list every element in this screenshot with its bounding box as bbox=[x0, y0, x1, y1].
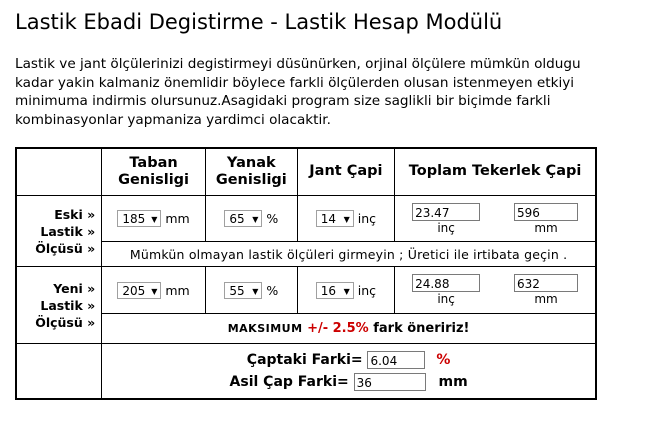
eski-diam-mm-field[interactable]: 596 bbox=[514, 203, 578, 221]
eski-diam-inch-field[interactable]: 23.47 bbox=[412, 203, 480, 221]
dropdown-arrow-icon: ▼ bbox=[252, 286, 259, 296]
asil-diff-label: Asil Çap Farki= bbox=[229, 374, 349, 390]
header-empty bbox=[16, 148, 102, 195]
max-difference-note: MAKSIMUM +/- 2.5% fark öneririz! bbox=[102, 313, 596, 343]
page-title: Lastik Ebadi Degistirme - Lastik Hesap Modülü bbox=[15, 10, 503, 34]
intro-text: Lastik ve jant ölçülerinizi degistirmeyi düsünürken, orjinal ölçülere mümkün oldugu kadar yakin kalmaniz önemlidir böylece farkli ölçülerden olusan istenmeyen etkiyi minimuma indirmis olursunuz.Asagidaki program size saglikli bir biçimde farkli kombinasyonlar yapmaniza yardimci olacaktir. bbox=[15, 56, 581, 128]
header-jant: Jant Çapi bbox=[297, 148, 394, 195]
yeni-ratio-cell: 55 ▼ % bbox=[205, 267, 297, 313]
header-taban: Taban Genisligi bbox=[102, 148, 206, 195]
cap-diff-unit: % bbox=[436, 352, 451, 368]
asil-diff-unit: mm bbox=[438, 374, 468, 390]
dropdown-arrow-icon: ▼ bbox=[151, 215, 158, 225]
eski-label: Eski » Lastik » Ölçüsü » bbox=[16, 195, 102, 267]
header-yanak: Yanak Genisligi bbox=[205, 148, 297, 195]
dropdown-arrow-icon: ▼ bbox=[343, 286, 350, 296]
yeni-diam-inch-field[interactable]: 24.88 bbox=[412, 274, 480, 292]
yeni-diameter-cell: 24.88 inç 632 mm bbox=[395, 267, 596, 313]
yeni-label: Yeni » Lastik » Ölçüsü » bbox=[16, 267, 102, 344]
cap-diff-field[interactable]: 6.04 bbox=[367, 351, 425, 369]
yeni-ratio-select[interactable]: 55 ▼ bbox=[224, 282, 262, 299]
yeni-diam-mm-field[interactable]: 632 bbox=[514, 274, 578, 292]
eski-width-select[interactable]: 185 ▼ bbox=[117, 210, 161, 227]
dropdown-arrow-icon: ▼ bbox=[252, 215, 259, 225]
cap-diff-label: Çaptaki Farki= bbox=[246, 352, 363, 368]
yeni-rim-cell: 16 ▼ inç bbox=[297, 267, 394, 313]
eski-width-cell: 185 ▼ mm bbox=[102, 195, 206, 241]
yeni-width-select[interactable]: 205 ▼ bbox=[117, 282, 161, 299]
results-cell bbox=[102, 344, 596, 399]
eski-rim-select[interactable]: 14 ▼ bbox=[316, 210, 354, 227]
asil-diff-field[interactable]: 36 bbox=[354, 373, 426, 391]
eski-diameter-cell: 23.47 inç 596 mm bbox=[395, 195, 596, 241]
eski-ratio-cell: 65 ▼ % bbox=[205, 195, 297, 241]
header-toplam: Toplam Tekerlek Çapi bbox=[395, 148, 596, 195]
yeni-width-cell: 205 ▼ mm bbox=[102, 267, 206, 313]
yeni-rim-select[interactable]: 16 ▼ bbox=[316, 282, 354, 299]
eski-rim-cell: 14 ▼ inç bbox=[297, 195, 394, 241]
dropdown-arrow-icon: ▼ bbox=[151, 286, 158, 296]
tire-calculator-table bbox=[15, 147, 597, 400]
results-empty bbox=[16, 344, 102, 399]
eski-ratio-select[interactable]: 65 ▼ bbox=[224, 210, 262, 227]
warning-note: Mümkün olmayan lastik ölçüleri girmeyin ; Üretici ile irtibata geçin . bbox=[102, 242, 596, 267]
dropdown-arrow-icon: ▼ bbox=[343, 215, 350, 225]
